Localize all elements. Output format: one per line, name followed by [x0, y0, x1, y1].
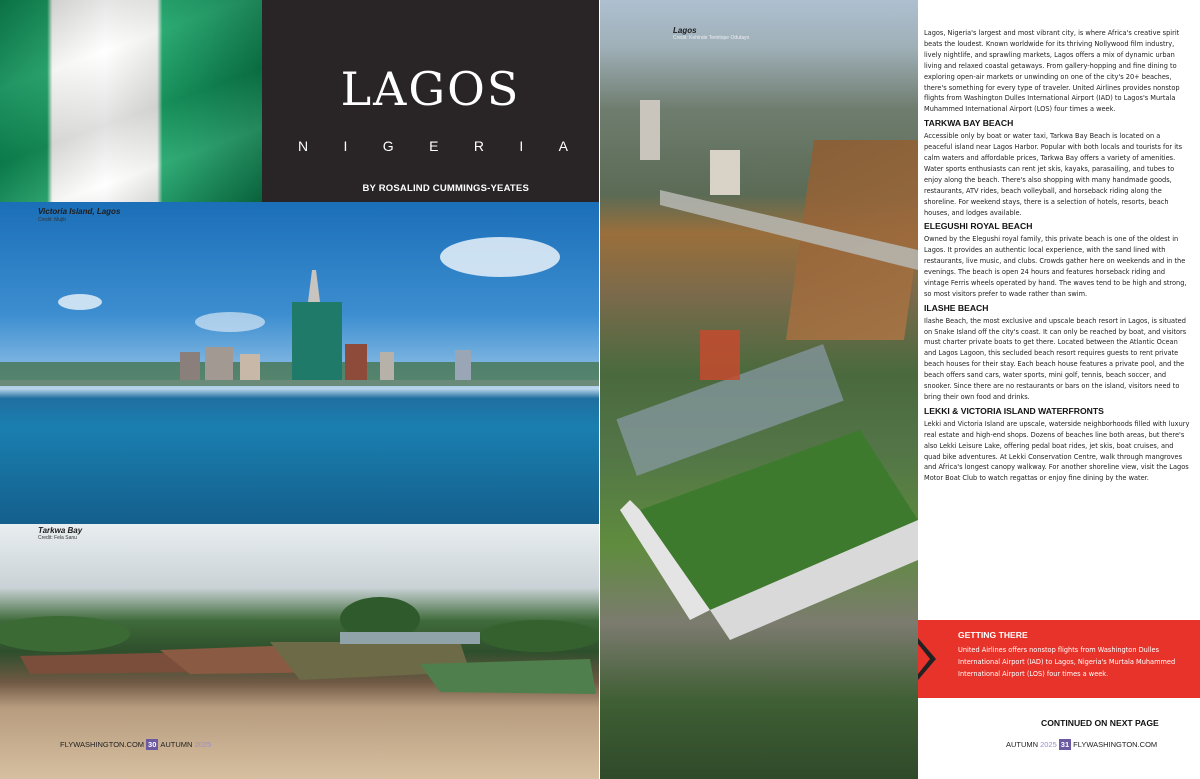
subtitle-letter: E: [429, 138, 439, 154]
victoria-island-photo: [0, 202, 599, 524]
section-heading: ELEGUSHI ROYAL BEACH: [924, 221, 1033, 232]
byline: BY ROSALIND CUMMINGS-YEATES: [362, 183, 529, 194]
page-number: 30: [148, 740, 157, 749]
page-number: 31: [1060, 740, 1070, 749]
getting-there-heading: GETTING THERE: [958, 630, 1028, 640]
photo-caption: Victoria Island, Lagos: [38, 207, 121, 216]
right-page-footer: [1006, 739, 1157, 750]
skyline-illustration: [0, 202, 599, 524]
footer-site: FLYWASHINGTON.COM: [1073, 740, 1158, 749]
subtitle-letter: N: [298, 138, 309, 154]
left-page-footer: [60, 739, 211, 750]
section-body: Accessible only by boat or water taxi, Tarkwa Bay Beach is located on a peaceful island near Lagos Harbor. Popular with both locals and tourists for its calm waters and affordable prices, Tarkwa Bay offers a variety of amenities. Water sports enthusiasts can rent jet skis, kayaks, parasailing, and tubes to enjoy along the beach. There's also shopping with many handmade goods, restaurants, ATV rides, beach volleyball, and horseback riding along the shoreline. For weekend stays, there is a selection of hotels, resorts, beach houses, and lodges available.: [924, 132, 1183, 217]
intro-paragraph: Lagos, Nigeria's largest and most vibrant city, is where Africa's creative spirit beats the loudest. Known worldwide for its thriving Nollywood film industry, lively nightlife, and sprawling markets, Lagos offers a mix of dynamic urban living and relaxed coastal getaways. From gallery-hopping and fine dining to exploring open-air markets or unwinding on one of the city's 20+ beaches, there's something for every type of traveler. United Airlines provides nonstop flights from Washington Dulles International Airport (IAD) to Lagos's Murtala Muhammed International Airport (LOS) four times a week.: [924, 29, 1180, 114]
footer-site: FLYWASHINGTON.COM: [60, 740, 145, 749]
page-subtitle: [298, 138, 568, 154]
nigeria-flag-photo: [0, 0, 262, 202]
article-body: [924, 28, 1190, 487]
subtitle-letter: I: [519, 138, 524, 154]
section-heading: LEKKI & VICTORIA ISLAND WATERFRONTS: [924, 405, 1104, 416]
footer-season: AUTUMN: [160, 740, 193, 749]
photo-caption: Tarkwa Bay: [38, 526, 83, 535]
title-block: [262, 0, 599, 202]
section-heading: TARKWA BAY BEACH: [924, 118, 1014, 129]
getting-there-box: [918, 620, 1200, 698]
subtitle-letter: G: [382, 138, 394, 154]
photo-credit: Credit: Mujib: [38, 217, 67, 223]
subtitle-letter: A: [558, 138, 568, 154]
section-body: Ilashe Beach, the most exclusive and upscale beach resort in Lagos, is situated on Snake Island off the city's coast. It can only be reached by boat, and visitors must charter private boats to get there. Located between the Atlantic Ocean and Lagos Lagoon, this secluded beach resort requires guests to rent private beach houses for their stay. Each beach house features a private pool, and the beach offers sand cars, water sports, mini golf, tennis, beach soccer, and snooker. Since there are no restaurants or bars on the island, visitors need to bring their own food and drinks.: [924, 316, 1187, 401]
section-body: Lekki and Victoria Island are upscale, waterside neighborhoods filled with luxury real estate and high-end shops. Dozens of beaches line both areas, but there's also Lekki Leisure Lake, offering pedal boat rides, jet skis, boat cruises, and quad bike adventures. At Lekki Conservation Centre, walk through mangroves and Africa's longest canopy walkway. For another shoreline view, visit the Lagos Motor Boat Club to watch regattas or enjoy fine dining by the water.: [924, 419, 1190, 483]
footer-season: AUTUMN: [1006, 740, 1039, 749]
getting-there-body: United Airlines offers nonstop flights from Washington Dulles International Airport (IAD) to Lagos, Nigeria's Murtala Muhammed International Airport (LOS) four times a week.: [958, 646, 1176, 678]
photo-credit: Credit: Kehinde Temitope Odutayo: [673, 35, 750, 41]
footer-year: 2025: [1040, 740, 1057, 749]
section-body: Owned by the Elegushi royal family, this private beach is one of the oldest in Lagos. It provides an authentic local experience, with the sand lined with restaurants, live music, and clubs. Crowds gather here on weekends and in the evenings. The beach is open 24 hours and features horseback riding and vintage Ferris wheels operated by hand. The waves tend to be high and strong, so most visitors prefer to wade rather than swim.: [924, 235, 1187, 298]
subtitle-letter: I: [343, 138, 348, 154]
footer-year: 2025: [194, 740, 212, 749]
photo-credit: Credit: Fela Sanu: [38, 535, 77, 541]
lagos-aerial-photo: [600, 0, 918, 779]
page-title: LAGOS: [340, 62, 521, 116]
continued-link[interactable]: CONTINUED ON NEXT PAGE: [1041, 718, 1159, 728]
photo-caption: Lagos: [673, 26, 697, 35]
section-heading: ILASHE BEACH: [924, 302, 989, 313]
aerial-illustration: [600, 0, 918, 779]
subtitle-letter: R: [473, 138, 484, 154]
